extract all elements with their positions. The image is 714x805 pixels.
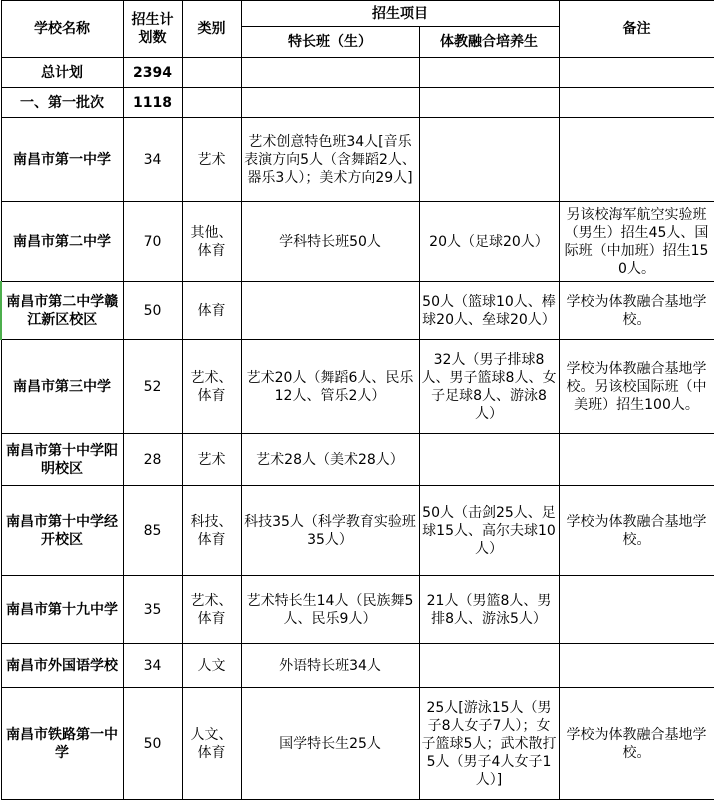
table-row xyxy=(1,282,714,340)
sports-detail: 20人（足球20人） xyxy=(419,202,559,282)
category: 艺术 xyxy=(182,434,241,486)
header-enroll-plan: 招生计划数 xyxy=(123,1,182,58)
school-name: 南昌市第二中学 xyxy=(1,202,123,282)
table-row xyxy=(1,486,714,576)
sports-detail: 25人[游泳15人（男子8人女子7人）；女子篮球5人；武术散打5人（男子4人女子1人）] xyxy=(419,688,559,800)
summary-row-batch-one xyxy=(1,88,714,118)
plan-count: 34 xyxy=(123,644,182,688)
school-name: 南昌市外国语学校 xyxy=(1,644,123,688)
table-row xyxy=(1,644,714,688)
specialty-detail: 外语特长班34人 xyxy=(241,644,419,688)
plan-count: 50 xyxy=(123,282,182,340)
school-name: 南昌市第十中学经开校区 xyxy=(1,486,123,576)
specialty-detail: 艺术28人（美术28人） xyxy=(241,434,419,486)
sports-detail xyxy=(419,644,559,688)
summary-label: 一、第一批次 xyxy=(1,88,123,118)
sports-detail xyxy=(419,434,559,486)
summary-row-total xyxy=(1,58,714,88)
plan-count: 35 xyxy=(123,576,182,644)
header-school-name: 学校名称 xyxy=(1,1,123,58)
table-row xyxy=(1,340,714,434)
category: 艺术、体育 xyxy=(182,340,241,434)
header-category: 类别 xyxy=(182,1,241,58)
school-name: 南昌市第二中学赣江新区校区 xyxy=(1,282,123,340)
table-row xyxy=(1,118,714,202)
table-row xyxy=(1,434,714,486)
specialty-detail: 学科特长班50人 xyxy=(241,202,419,282)
plan-count: 50 xyxy=(123,688,182,800)
sports-detail: 50人（击剑25人、足球15人、高尔夫球10人） xyxy=(419,486,559,576)
specialty-detail: 艺术创意特色班34人[音乐表演方向5人（含舞蹈2人、器乐3人）；美术方向29人] xyxy=(241,118,419,202)
category: 人文 xyxy=(182,644,241,688)
school-name: 南昌市铁路第一中学 xyxy=(1,688,123,800)
plan-count: 28 xyxy=(123,434,182,486)
category: 其他、体育 xyxy=(182,202,241,282)
remark xyxy=(559,576,714,644)
header-remarks: 备注 xyxy=(559,1,714,58)
remark: 学校为体教融合基地学校。 xyxy=(559,282,714,340)
table-row xyxy=(1,202,714,282)
school-name: 南昌市第三中学 xyxy=(1,340,123,434)
category: 体育 xyxy=(182,282,241,340)
specialty-detail: 科技35人（科学教育实验班35人） xyxy=(241,486,419,576)
table-row xyxy=(1,576,714,644)
category: 人文、体育 xyxy=(182,688,241,800)
summary-label: 总计划 xyxy=(1,58,123,88)
school-name: 南昌市第一中学 xyxy=(1,118,123,202)
sports-detail xyxy=(419,118,559,202)
header-specialty-class: 特长班（生） xyxy=(241,27,419,58)
table-row xyxy=(1,688,714,800)
sports-detail: 21人（男篮8人、男排8人、游泳5人） xyxy=(419,576,559,644)
specialty-detail: 艺术20人（舞蹈6人、民乐12人、管乐2人） xyxy=(241,340,419,434)
plan-count: 85 xyxy=(123,486,182,576)
header-project: 招生项目 xyxy=(241,1,559,27)
school-name: 南昌市第十九中学 xyxy=(1,576,123,644)
sports-detail: 32人（男子排球8人、男子篮球8人、女子足球8人、游泳8人） xyxy=(419,340,559,434)
specialty-detail: 艺术特长生14人（民族舞5人、民乐9人） xyxy=(241,576,419,644)
school-name: 南昌市第十中学阳明校区 xyxy=(1,434,123,486)
plan-count: 52 xyxy=(123,340,182,434)
remark xyxy=(559,434,714,486)
remark: 另该校海军航空实验班（男生）招生45人、国际班（中加班）招生150人。 xyxy=(559,202,714,282)
header-sports-edu: 体教融合培养生 xyxy=(419,27,559,58)
remark xyxy=(559,644,714,688)
sports-detail: 50人（篮球10人、棒球20人、垒球20人） xyxy=(419,282,559,340)
summary-value: 2394 xyxy=(123,58,182,88)
category: 艺术、体育 xyxy=(182,576,241,644)
remark xyxy=(559,118,714,202)
plan-count: 34 xyxy=(123,118,182,202)
remark: 学校为体教融合基地学校。 xyxy=(559,486,714,576)
plan-count: 70 xyxy=(123,202,182,282)
category: 科技、体育 xyxy=(182,486,241,576)
summary-value: 1118 xyxy=(123,88,182,118)
specialty-detail: 国学特长生25人 xyxy=(241,688,419,800)
remark: 学校为体教融合基地学校。 xyxy=(559,688,714,800)
category: 艺术 xyxy=(182,118,241,202)
specialty-detail xyxy=(241,282,419,340)
remark: 学校为体教融合基地学校。另该校国际班（中美班）招生100人。 xyxy=(559,340,714,434)
